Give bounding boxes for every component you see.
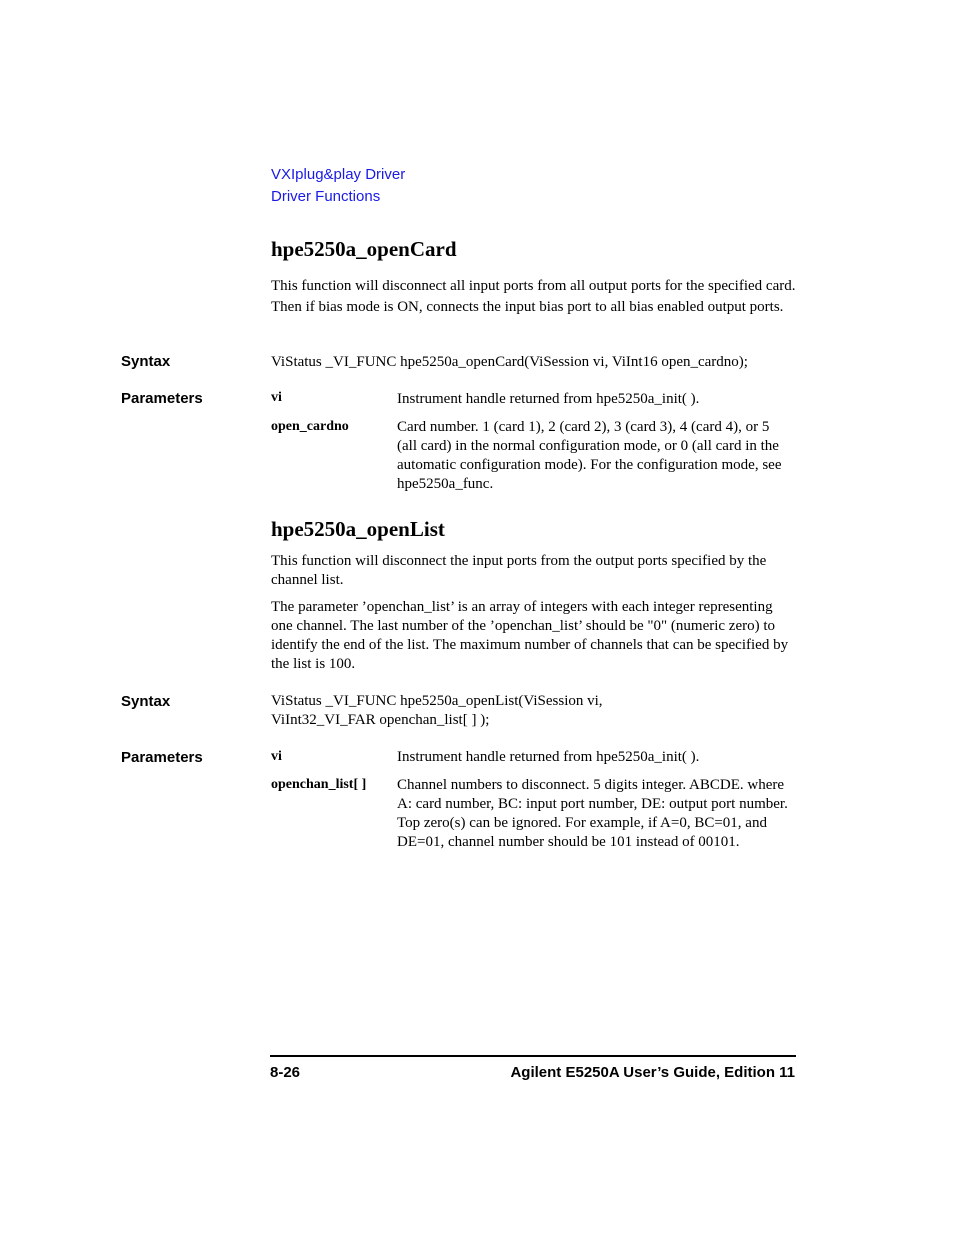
section-title: hpe5250a_openList (271, 517, 445, 541)
description-paragraph: This function will disconnect all input ports from all output ports for the specified card. Then if bias mode is ON, connects the input bias port to all bias enabled output ports. (271, 278, 796, 315)
param-name: openchan_list[ ] (271, 777, 367, 792)
description-paragraph: The parameter ’openchan_list’ is an array of integers with each integer representing one channel. The last number of the ’openchan_list’ should be "0" (numeric zero) to identify the end of the list. The maximum number of channels that can be specified by the list is 100. (271, 599, 789, 672)
document-title: Agilent E5250A User’s Guide, Edition 11 (510, 1064, 795, 1081)
syntax-label: Syntax (121, 693, 171, 710)
footer-rule (270, 1055, 796, 1057)
breadcrumb-link-vxiplug-driver[interactable]: VXIplug&play Driver (271, 166, 406, 183)
param-description: Card number. 1 (card 1), 2 (card 2), 3 (card 3), 4 (card 4), or 5 (all card) in the normal configuration mode, or 0 (all card in the automatic configuration mode). For the configuration mode, see hpe5250a_func. (397, 419, 782, 492)
page-number: 8-26 (270, 1064, 301, 1081)
parameters-label: Parameters (121, 390, 203, 407)
syntax-label: Syntax (121, 353, 171, 370)
param-description: Channel numbers to disconnect. 5 digits integer. ABCDE. where A: card number, BC: input port number, DE: output port number. Top zero(s) can be ignored. For example, if A=0, BC=01, and DE=01, channel number should be 101 instead of 00101. (397, 777, 788, 850)
parameters-label: Parameters (121, 749, 203, 766)
section-title: hpe5250a_openCard (271, 237, 457, 261)
description-paragraph: This function will disconnect the input ports from the output ports specified by the channel list. (271, 553, 767, 588)
param-name: open_cardno (271, 419, 349, 434)
syntax-code: ViStatus _VI_FUNC hpe5250a_openCard(ViSession vi, ViInt16 open_cardno); (271, 354, 748, 370)
syntax-code-line-1: ViStatus _VI_FUNC hpe5250a_openList(ViSession vi, (271, 693, 603, 709)
param-description: Instrument handle returned from hpe5250a_init( ). (397, 749, 700, 765)
param-name: vi (271, 749, 282, 764)
param-name: vi (271, 390, 282, 405)
param-description: Instrument handle returned from hpe5250a_init( ). (397, 391, 700, 407)
breadcrumb-link-driver-functions[interactable]: Driver Functions (271, 188, 381, 205)
syntax-code-line-2: ViInt32_VI_FAR openchan_list[ ] ); (271, 712, 490, 728)
